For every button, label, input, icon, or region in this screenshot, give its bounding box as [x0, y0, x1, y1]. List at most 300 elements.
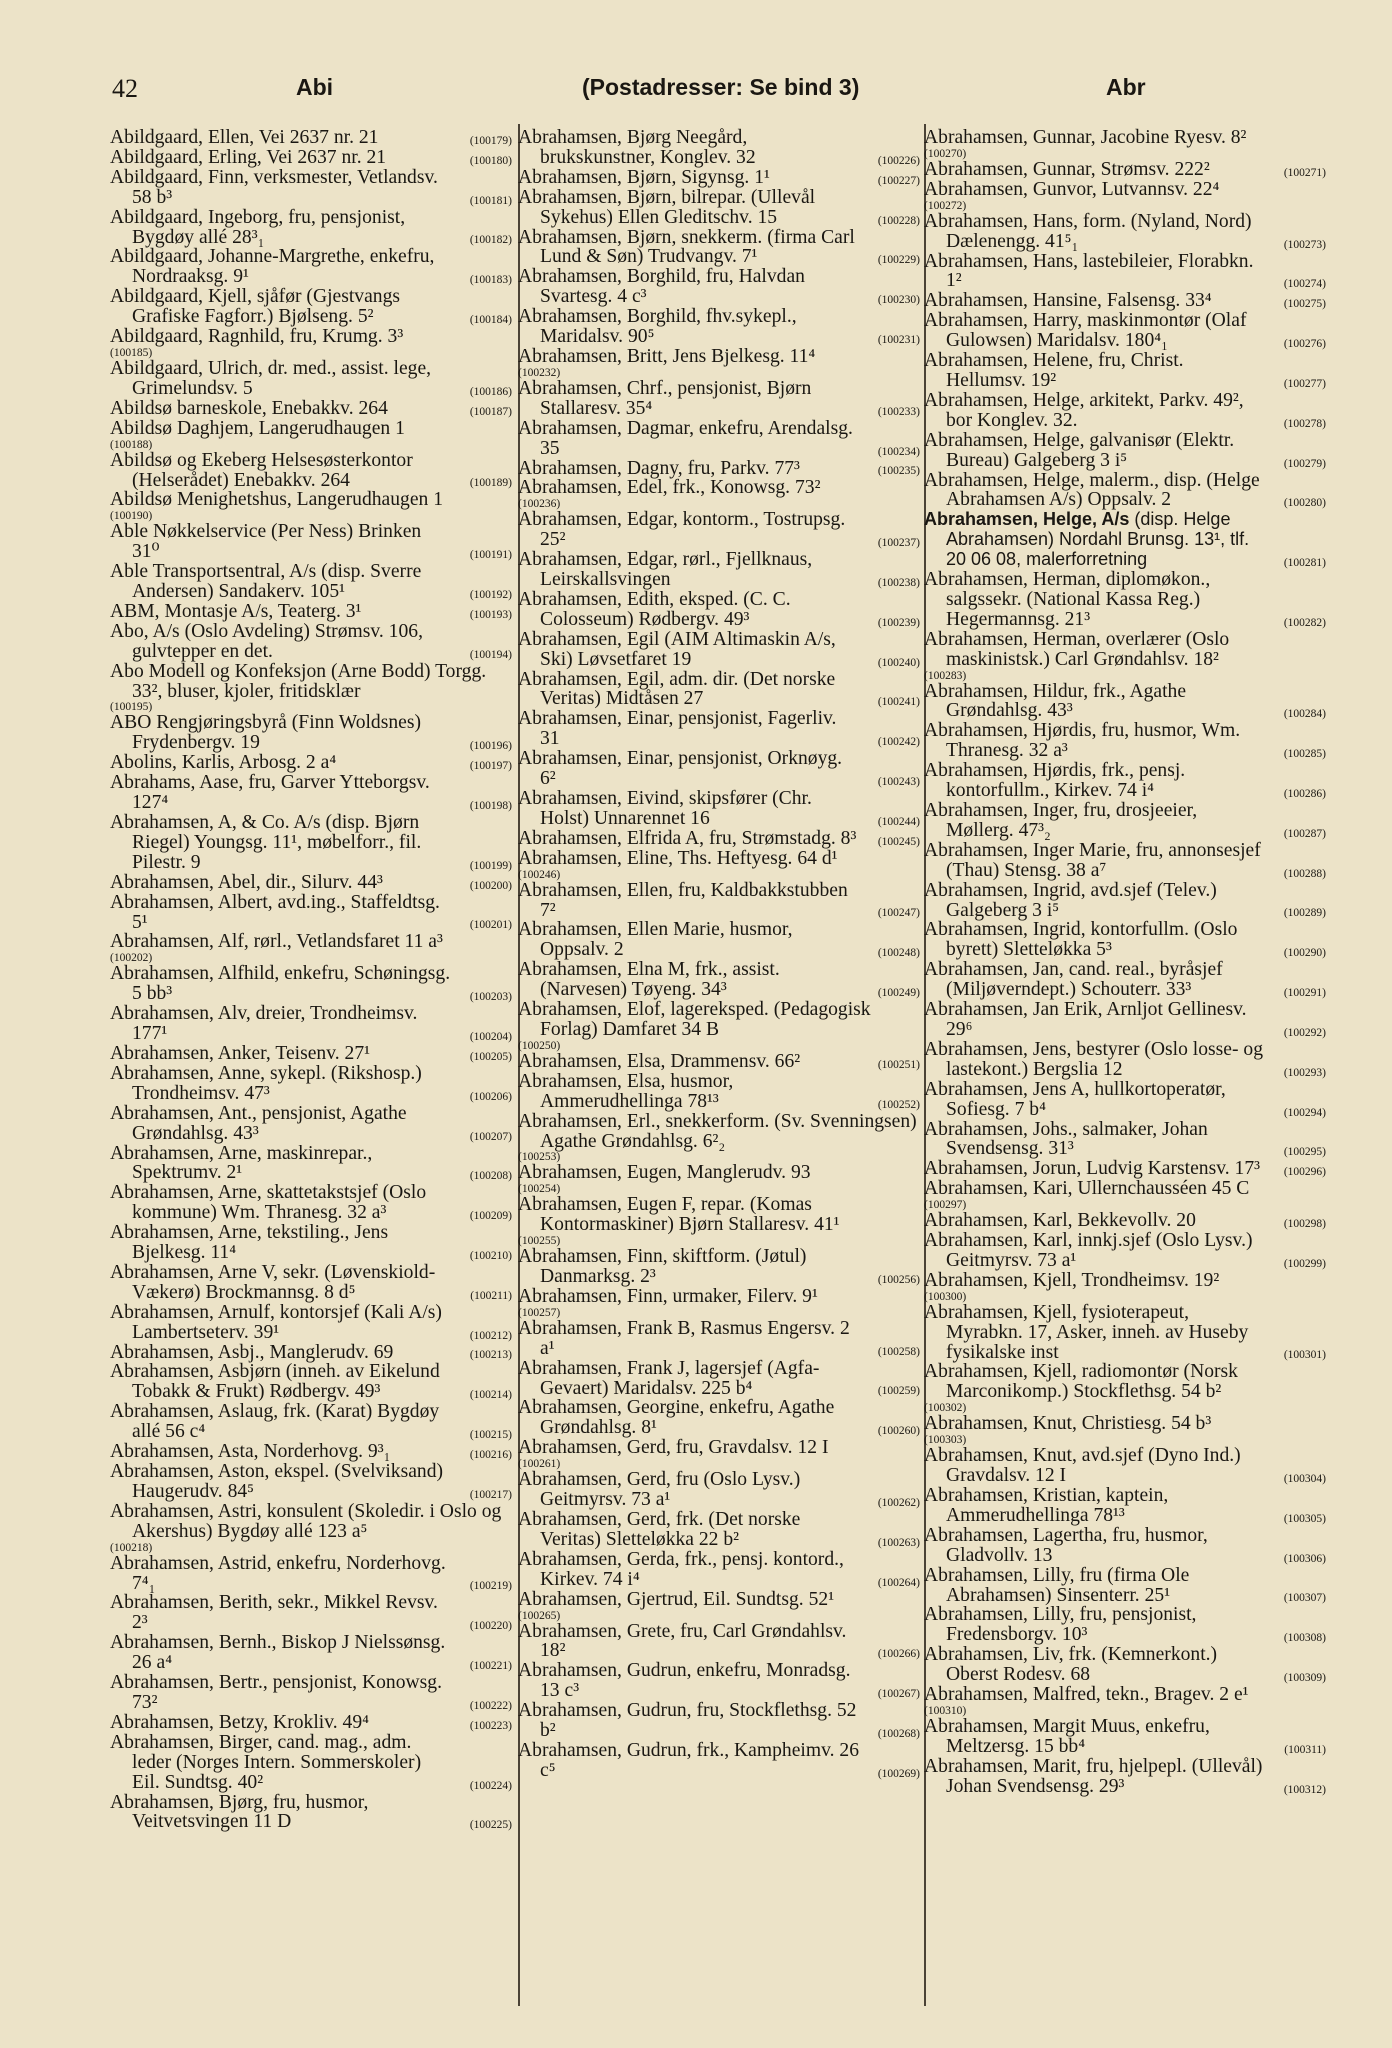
entry-number: (100198)	[469, 800, 512, 812]
entry-number: (100195)	[110, 701, 153, 714]
entry-number: (100293)	[1283, 1066, 1326, 1079]
entry-number: (100221)	[469, 1660, 512, 1673]
directory-entry	[924, 1414, 1326, 1446]
entry-text: Abrahamsen, Arne, skattetakstsjef (Oslo kommune) Wm. Thranesg. 32 a³	[110, 1182, 427, 1224]
entry-number: (100261)	[518, 1458, 561, 1471]
directory-entry	[924, 1271, 1326, 1303]
entry-text: Abrahamsen, Ingrid, kontorfullm. (Oslo byrett) Sletteløkka 5³	[924, 919, 1238, 961]
entry-text: Abrahamsen, Alf, rørl., Vetlandsfaret 11 a³ (100202)	[110, 932, 512, 964]
directory-entry	[924, 471, 1326, 511]
directory-entry	[924, 1179, 1326, 1211]
directory-entry	[110, 1462, 512, 1502]
entry-number: (100227)	[877, 174, 920, 187]
entry-text: Abrahamsen, Borghild, fhv.sykepl., Maridalsv. 90⁵	[518, 306, 797, 348]
entry-text: Abo, A/s (Oslo Avdeling) Strømsv. 106, gulvtepper en det.	[110, 620, 423, 662]
directory-entry	[924, 721, 1326, 761]
directory-entry	[518, 709, 920, 749]
entry-number: (100281)	[1283, 557, 1326, 570]
entry-text: Abrahamsen, Malfred, tekn., Bragev. 2 e¹ (100310)	[924, 1685, 1326, 1717]
entry-text: Abrahamsen, Gerd, fru (Oslo Lysv.) Geitmyrsv. 73 a¹	[518, 1469, 801, 1511]
entry-number: (100233)	[877, 405, 920, 418]
directory-entry	[518, 1287, 920, 1319]
entry-text: ABO Rengjøringsbyrå (Finn Woldsnes) Frydenbergv. 19	[110, 712, 422, 754]
entry-text: Abildgaard, Ellen, Vei 2637 nr. 21	[110, 127, 379, 148]
entry-text: Abrahamsen, Edith, eksped. (C. C. Colosseum) Rødbergv. 49³	[518, 588, 791, 630]
entry-text: Abrahamsen, Alv, dreier, Trondheimsv. 177¹	[110, 1003, 418, 1045]
entry-number: (100182)	[469, 234, 512, 247]
page-number: 42	[112, 74, 138, 103]
directory-entry	[518, 1470, 920, 1510]
directory-column-3	[924, 128, 1326, 1797]
directory-entry	[518, 1195, 920, 1247]
entry-number: (100267)	[877, 1688, 920, 1701]
entry-text: Abrahamsen, Gunnar, Jacobine Ryesv. 8² (100270)	[924, 128, 1326, 160]
directory-entry	[518, 307, 920, 347]
entry-number: (100249)	[877, 987, 920, 1000]
entry-text: Abrahamsen, Gudrun, enkefru, Monradsg. 13 c³	[518, 1660, 851, 1702]
directory-entry	[924, 212, 1326, 252]
directory-entry	[518, 1163, 920, 1195]
directory-entry	[924, 160, 1326, 180]
entry-text: Abrahamsen, Harry, maskinmontør (Olaf Gulowsen) Maridalsv. 180⁴₁	[924, 310, 1247, 352]
entry-text: Abrahamsen, Margit Muus, enkefru, Meltzersg. 15 bb⁴	[924, 1715, 1210, 1757]
entry-number: (100226)	[877, 154, 920, 167]
entry-number: (100180)	[469, 154, 512, 167]
entry-text: Abrahamsen, Lagertha, fru, husmor, Gladvollv. 13	[924, 1524, 1208, 1566]
entry-number: (100206)	[469, 1090, 512, 1103]
entry-number: (100190)	[110, 510, 153, 523]
running-head-center: (Postadresser: Se bind 3)	[582, 74, 860, 100]
entry-text: Abrahamsen, Ellen, fru, Kaldbakkstubben 7²	[518, 879, 848, 921]
directory-entry	[110, 622, 512, 662]
directory-entry	[110, 662, 512, 714]
directory-entry	[924, 1566, 1326, 1606]
directory-entry	[924, 881, 1326, 921]
entry-text: Abrahamsen, Kjell, Trondheimsv. 19² (100300)	[924, 1271, 1326, 1303]
directory-entry	[924, 682, 1326, 722]
directory-entry	[924, 1446, 1326, 1486]
directory-entry	[518, 789, 920, 829]
directory-entry	[518, 347, 920, 379]
entry-text: Able Nøkkelservice (Per Ness) Brinken 31⁰	[110, 521, 422, 563]
entry-text: Abrahamsen, Karl, innkj.sjef (Oslo Lysv.) Geitmyrsv. 73 a¹	[924, 1230, 1253, 1271]
entry-number: (100260)	[877, 1425, 920, 1438]
entry-number: (100246)	[518, 868, 561, 881]
entry-text: Abrahamsen, Anne, sykepl. (Rikshosp.) Trondheimsv. 47³	[110, 1062, 422, 1104]
directory-entry	[110, 813, 512, 873]
entry-text: Abrahamsen, Lilly, fru (firma Ole Abrahamsen) Sinsenterr. 25¹	[924, 1564, 1190, 1606]
directory-entry	[924, 801, 1326, 841]
entry-text: Abrahamsen, Grete, fru, Carl Grøndahlsv. 18²	[518, 1620, 847, 1662]
entry-number: (100295)	[1283, 1146, 1326, 1159]
entry-number: (100237)	[877, 537, 920, 550]
entry-text: Abrahamsen, Bernh., Biskop J Nielssønsg. 26 a⁴	[110, 1632, 446, 1674]
entry-number: (100215)	[469, 1429, 512, 1442]
directory-entry	[924, 960, 1326, 1000]
entry-text: Abrahamsen, Helge, galvanisør (Elektr. Bureau) Galgeberg 3 i⁵	[924, 429, 1235, 471]
directory-entry	[110, 1402, 512, 1442]
entry-text: Abrahamsen, Bertr., pensjonist, Konowsg. 73²	[110, 1672, 442, 1713]
entry-number: (100266)	[877, 1648, 920, 1661]
entry-text: Abrahamsen, Albert, avd.ing., Staffeldtsg. 5¹	[110, 891, 440, 933]
directory-entry	[110, 1144, 512, 1184]
directory-entry	[110, 713, 512, 753]
directory-entry	[110, 1593, 512, 1633]
directory-entry	[518, 849, 920, 881]
entry-text: Abrahamsen, Hans, lastebileier, Florabkn. 1²	[924, 250, 1254, 292]
entry-text: Abrahamsen, Gerda, frk., pensj. kontord., Kirkev. 74 i⁴	[518, 1548, 844, 1590]
directory-entry	[924, 1645, 1326, 1685]
entry-text: Abrahamsen, Einar, pensjonist, Fagerliv. 31	[518, 708, 837, 750]
entry-number: (100220)	[469, 1620, 512, 1633]
entry-number: (100288)	[1283, 867, 1326, 880]
entry-number: (100241)	[877, 696, 920, 709]
directory-entry	[924, 291, 1326, 311]
directory-entry	[110, 873, 512, 893]
directory-entry	[518, 670, 920, 710]
entry-number: (100278)	[1283, 417, 1326, 430]
entry-number: (100223)	[469, 1719, 512, 1732]
entry-text: Abrahamsen, Elsa, husmor, Ammerudhellinga 78¹³	[518, 1070, 734, 1112]
directory-entry	[518, 881, 920, 921]
entry-number: (100274)	[1283, 278, 1326, 291]
entry-number: (100265)	[518, 1609, 561, 1622]
entry-text: Abrahamsen, Erl., snekkerform. (Sv. Svenningsen) Agathe Grøndahlsg. 6²₂ (100253)	[518, 1112, 920, 1164]
entry-text: Abildsø Daghjem, Langerudhaugen 1 (100188)	[110, 419, 512, 451]
entry-text: Able Transportsentral, A/s (disp. Sverre Andersen) Sandakerv. 105¹	[110, 561, 422, 603]
directory-entry	[518, 749, 920, 789]
directory-entry	[924, 570, 1326, 630]
entry-text: Abildgaard, Kjell, sjåfør (Gjestvangs Grafiske Fagforr.) Bjølseng. 5²	[110, 286, 401, 328]
entry-number: (100217)	[469, 1488, 512, 1501]
directory-entry	[518, 419, 920, 459]
directory-entry	[110, 1064, 512, 1104]
entry-number: (100225)	[469, 1819, 512, 1832]
entry-text: Abrahamsen, Egil, adm. dir. (Det norske Veritas) Midtåsen 27	[518, 668, 836, 710]
running-head-right: Abr	[1106, 74, 1146, 100]
entry-text: Abrahamsen, Edgar, kontorm., Tostrupsg. 25²	[518, 509, 846, 551]
directory-entry	[110, 1502, 512, 1554]
entry-number: (100200)	[469, 879, 512, 892]
directory-entry	[110, 419, 512, 451]
entry-text: Abildgaard, Finn, verksmester, Vetlandsv. 58 b³	[110, 166, 438, 208]
entry-number: (100308)	[1283, 1632, 1326, 1645]
entry-number: (100189)	[469, 477, 512, 490]
entry-number: (100191)	[469, 549, 512, 562]
directory-entry	[110, 359, 512, 399]
entry-text: Abrahamsen, Inger Marie, fru, annonsesjef (Thau) Stensg. 38 a⁷	[924, 839, 1261, 881]
entry-text: Abrahamsen, Arne V, sekr. (Løvenskiold-Vækerø) Brockmannsg. 8 d⁵	[110, 1261, 436, 1303]
entry-number: (100273)	[1283, 238, 1326, 251]
entry-text: Abrahamsen, Hans, form. (Nyland, Nord) Dælenengg. 41⁵₁	[924, 210, 1252, 252]
directory-entry	[110, 451, 512, 491]
entry-text: Abrahamsen, Abel, dir., Silurv. 44³	[110, 871, 383, 893]
entry-text: Abrahamsen, Chrf., pensjonist, Bjørn Stallaresv. 35⁴	[518, 377, 812, 419]
entry-number: (100307)	[1283, 1592, 1326, 1605]
entry-number: (100243)	[877, 776, 920, 788]
entry-number: (100254)	[518, 1183, 561, 1196]
directory-entry	[110, 1713, 512, 1733]
directory-entry	[518, 550, 920, 590]
entry-number: (100183)	[469, 274, 512, 287]
entry-number: (100284)	[1283, 708, 1326, 721]
directory-entry	[924, 1211, 1326, 1231]
entry-text: Abrahamsen, Finn, urmaker, Filerv. 9¹ (100257)	[518, 1287, 920, 1319]
entry-text: Abrahamsen, Helene, fru, Christ. Hellumsv. 19²	[924, 350, 1184, 391]
entry-number: (100300)	[924, 1290, 967, 1303]
entry-number: (100302)	[924, 1402, 967, 1415]
directory-entry	[924, 311, 1326, 351]
directory-entry	[110, 399, 512, 419]
entry-number: (100204)	[469, 1030, 512, 1043]
entry-number: (100297)	[924, 1199, 967, 1212]
entry-text: Abrahamsen, Arne, tekstiling., Jens Bjelkesg. 11⁴	[110, 1222, 389, 1264]
entry-number: (100202)	[110, 952, 153, 965]
directory-entry	[110, 1303, 512, 1343]
entry-text: Abrahamsen, Georgine, enkefru, Agathe Grøndahlsg. 8¹	[518, 1397, 835, 1439]
entry-number: (100312)	[1283, 1783, 1326, 1796]
directory-entry	[518, 1247, 920, 1287]
directory-entry	[924, 351, 1326, 391]
directory-entry	[518, 188, 920, 228]
entry-text: Abrahamsen, Knut, avd.sjef (Dyno Ind.) Gravdalsv. 12 I	[924, 1445, 1241, 1487]
entry-text: Abrahamsen, Karl, Bekkevollv. 20	[924, 1210, 1196, 1232]
entry-text: Abrahamsen, Bjørn, bilrepar. (Ullevål Sykehus) Ellen Gleditschv. 15	[518, 186, 816, 228]
entry-number: (100256)	[877, 1273, 920, 1286]
directory-entry	[110, 522, 512, 562]
entry-number: (100201)	[469, 919, 512, 932]
entry-number: (100205)	[469, 1050, 512, 1063]
entry-text: Abrahamsen, Kjell, fysioterapeut, Myrabkn. 17, Asker, inneh. av Huseby fysikalske inst	[924, 1301, 1249, 1363]
entry-text: Abrahamsen, Bjørg, fru, husmor, Veitvetsvingen 11 D	[110, 1791, 369, 1833]
directory-entry	[924, 391, 1326, 431]
directory-entry	[924, 630, 1326, 682]
entry-text: Abrahamsen, Jan, cand. real., byråsjef (Miljøverndept.) Schouterr. 33³	[924, 959, 1223, 1001]
directory-entry	[110, 1733, 512, 1793]
entry-text: Abrahamsen, Gunnar, Strømsv. 222²	[924, 158, 1210, 180]
entry-number: (100276)	[1283, 338, 1326, 351]
directory-entry	[110, 893, 512, 933]
entry-text: Abrahamsen, Edgar, rørl., Fjellknaus, Leirskallsvingen	[518, 549, 813, 591]
entry-number: (100304)	[1283, 1473, 1326, 1485]
entry-number: (100292)	[1283, 1026, 1326, 1039]
entry-number: (100219)	[469, 1580, 512, 1593]
directory-entry	[518, 1590, 920, 1622]
entry-number: (100231)	[877, 333, 920, 346]
entry-text: Abrahamsen, Helge, A/s (disp. Helge Abrahamsen) Nordahl Brunsg. 13¹, tlf. 20 06 08, malerforretning	[924, 509, 1250, 570]
entry-text: Abrahamsen, Elsa, Drammensv. 66²	[518, 1050, 801, 1072]
entry-text: Abrahamsen, Einar, pensjonist, Orknøyg. 6²	[518, 748, 843, 790]
entry-text: Abrahamsen, Arne, maskinrepar., Spektrumv. 2¹	[110, 1142, 373, 1184]
entry-text: Abrahamsen, Birger, cand. mag., adm. leder (Norges Intern. Sommerskoler) Eil. Sundtsg. 40²	[110, 1731, 422, 1793]
entry-number: (100258)	[877, 1345, 920, 1358]
directory-entry	[518, 630, 920, 670]
entry-number: (100203)	[469, 991, 512, 1004]
entry-number: (100247)	[877, 907, 920, 920]
directory-entry	[924, 510, 1326, 570]
entry-text: Abrahamsen, Hildur, frk., Agathe Grøndahlsg. 43³	[924, 680, 1187, 722]
directory-entry	[518, 128, 920, 168]
entry-number: (100229)	[877, 254, 920, 267]
entry-text: Abrahamsen, Britt, Jens Bjelkesg. 11⁴ (100232)	[518, 347, 920, 379]
entry-number: (100186)	[469, 385, 512, 398]
entry-text: Abrahamsen, Gudrun, fru, Stockflethsg. 52 b²	[518, 1700, 857, 1742]
entry-number: (100239)	[877, 616, 920, 629]
directory-entry	[518, 1000, 920, 1052]
entry-text: Abrahamsen, Dagmar, enkefru, Arendalsg. 35	[518, 417, 853, 459]
entry-number: (100286)	[1283, 788, 1326, 800]
entry-number: (100277)	[1283, 377, 1326, 390]
directory-entry	[110, 1633, 512, 1673]
directory-entry	[924, 128, 1326, 160]
directory-entry	[518, 1661, 920, 1701]
entry-number: (100263)	[877, 1536, 920, 1549]
directory-entry	[924, 761, 1326, 801]
entry-number: (100235)	[877, 465, 920, 478]
directory-entry	[110, 247, 512, 287]
directory-entry	[110, 1343, 512, 1363]
entry-number: (100244)	[877, 815, 920, 828]
entry-number: (100264)	[877, 1576, 920, 1589]
directory-entry	[924, 1486, 1326, 1526]
entry-text: Abrahamsen, Arnulf, kontorsjef (Kali A/s) Lambertseterv. 39¹	[110, 1301, 442, 1343]
entry-text: Abrahamsen, Betzy, Krokliv. 49⁴	[110, 1711, 369, 1733]
entry-number: (100298)	[1283, 1218, 1326, 1231]
entry-number: (100269)	[877, 1767, 920, 1780]
entry-number: (100291)	[1283, 987, 1326, 1000]
entry-text: Abrahamsen, Borghild, fru, Halvdan Svartesg. 4 c³	[518, 266, 805, 308]
entry-number: (100216)	[469, 1449, 512, 1461]
entry-number: (100209)	[469, 1210, 512, 1223]
entry-number: (100218)	[110, 1541, 153, 1554]
entry-text: Abrahamsen, Jens A, hullkortoperatør, Sofiesg. 7 b⁴	[924, 1078, 1226, 1120]
directory-entry	[110, 964, 512, 1004]
entry-number: (100230)	[877, 294, 920, 307]
entry-text: Abildgaard, Johanne-Margrethe, enkefru, Nordraaksg. 9¹	[110, 246, 435, 288]
directory-entry	[518, 1359, 920, 1399]
entry-text: Abrahamsen, Eivind, skipsfører (Chr. Holst) Unnarennet 16	[518, 788, 812, 829]
entry-text: Abrahamsen, Ant., pensjonist, Agathe Grøndahlsg. 43³	[110, 1102, 407, 1144]
entry-number: (100259)	[877, 1385, 920, 1398]
entry-number: (100282)	[1283, 616, 1326, 629]
directory-entry	[110, 1793, 512, 1833]
entry-text: Abrahamsen, Kjell, radiomontør (Norsk Marconikomp.) Stockflethsg. 54 b² (100302)	[924, 1362, 1326, 1414]
entry-number: (100268)	[877, 1727, 920, 1740]
entry-text: Abrahamsen, A, & Co. A/s (disp. Bjørn Riegel) Youngsg. 11¹, møbelforr., fil. Pilestr. 9	[110, 812, 422, 873]
entry-text: Abrahamsen, Berith, sekr., Mikkel Revsv. 2³	[110, 1592, 438, 1634]
entry-number: (100252)	[877, 1098, 920, 1111]
entry-text: Abrahamsen, Kristian, kaptein, Ammerudhellinga 78¹³	[924, 1485, 1169, 1526]
directory-column-1	[110, 128, 512, 1832]
entry-text: Abrahamsen, Jens, bestyrer (Oslo losse- og lastekont.) Bergslia 12	[924, 1038, 1264, 1080]
directory-entry	[518, 1112, 920, 1164]
directory-entry	[110, 1554, 512, 1594]
directory-entry	[110, 490, 512, 522]
entry-text: Abrahamsen, Anker, Teisenv. 27¹	[110, 1042, 371, 1064]
entry-text: Abrahamsen, Helge, malerm., disp. (Helge Abrahamsen A/s) Oppsalv. 2	[924, 469, 1260, 511]
directory-entry	[110, 1183, 512, 1223]
directory-entry	[110, 562, 512, 602]
entry-number: (100305)	[1283, 1512, 1326, 1525]
entry-text: Abrahamsen, Gerd, frk. (Det norske Veritas) Sletteløkka 22 b²	[518, 1509, 801, 1550]
entry-text: Abrahamsen, Egil (AIM Altimaskin A/s, Ski) Løvsetfaret 19	[518, 628, 836, 670]
directory-entry	[924, 431, 1326, 471]
entry-text: Abrahamsen, Lilly, fru, pensjonist, Fredensborgv. 10³	[924, 1604, 1197, 1646]
entry-number: (100199)	[469, 859, 512, 872]
entry-number: (100275)	[1283, 298, 1326, 311]
directory-entry	[110, 1044, 512, 1064]
directory-entry	[110, 773, 512, 813]
entry-text: Abrahamsen, Astri, konsulent (Skoledir. i Oslo og Akershus) Bygdøy allé 123 a⁵ (100218)	[110, 1502, 512, 1554]
directory-entry	[518, 920, 920, 960]
directory-entry	[518, 459, 920, 479]
entry-text: Abrahamsen, Dagny, fru, Parkv. 77³	[518, 457, 800, 479]
entry-number: (100181)	[469, 194, 512, 207]
directory-entry	[518, 1398, 920, 1438]
entry-number: (100213)	[469, 1349, 512, 1362]
directory-entry	[924, 1685, 1326, 1717]
entry-text: Abrahamsen, Hansine, Falsensg. 33⁴	[924, 290, 1212, 312]
entry-number: (100194)	[469, 648, 512, 661]
entry-text: Abildsø barneskole, Enebakkv. 264	[110, 397, 388, 419]
entry-number: (100228)	[877, 214, 920, 227]
entry-number: (100184)	[469, 314, 512, 327]
entry-text: Abrahamsen, Kari, Ullernchausséen 45 C (100297)	[924, 1179, 1326, 1211]
directory-entry	[110, 1263, 512, 1303]
entry-number: (100222)	[469, 1699, 512, 1712]
entry-text: Abildgaard, Ingeborg, fru, pensjonist, Bygdøy allé 28³₁	[110, 206, 406, 248]
entry-number: (100245)	[877, 835, 920, 848]
directory-entry	[110, 327, 512, 359]
entry-number: (100211)	[470, 1289, 512, 1302]
entry-text: Abrahamsen, Frank J, lagersjef (Agfa-Gevaert) Maridalsv. 225 b⁴	[518, 1357, 820, 1399]
directory-entry	[110, 1104, 512, 1144]
entry-text: Abrahams, Aase, fru, Garver Ytteborgsv. 127⁴	[110, 772, 430, 814]
directory-entry	[924, 252, 1326, 292]
directory-entry	[924, 1757, 1326, 1797]
directory-entry	[924, 1000, 1326, 1040]
directory-entry	[518, 379, 920, 419]
directory-entry	[518, 590, 920, 630]
entry-text: Abrahamsen, Hjørdis, fru, husmor, Wm. Thranesg. 32 a³	[924, 720, 1241, 762]
running-head-left: Abi	[296, 74, 334, 100]
entry-number: (100309)	[1283, 1672, 1326, 1685]
entry-text: Abrahamsen, Elfrida A, fru, Strømstadg. 8³	[518, 827, 857, 849]
entry-text: Abrahamsen, Edel, frk., Konowsg. 73² (100236)	[518, 478, 920, 510]
directory-entry	[924, 1080, 1326, 1120]
directory-entry	[518, 1319, 920, 1359]
entry-text: Abrahamsen, Inger, fru, drosjeeier, Møllerg. 47³₂	[924, 800, 1198, 841]
directory-entry	[924, 1717, 1326, 1757]
directory-entry	[110, 602, 512, 622]
entry-text: Abrahamsen, Marit, fru, hjelpepl. (Ullevål) Johan Svendsensg. 29³	[924, 1755, 1263, 1797]
directory-entry	[924, 1605, 1326, 1645]
directory-entry	[518, 267, 920, 307]
directory-entry	[518, 1052, 920, 1072]
entry-text: Abildgaard, Ulrich, dr. med., assist. lege, Grimelundsv. 5	[110, 357, 432, 399]
entry-number: (100179)	[469, 134, 512, 147]
directory-entry	[924, 1231, 1326, 1271]
entry-number: (100192)	[469, 588, 512, 601]
entry-number: (100210)	[469, 1249, 512, 1262]
entry-text: ABM, Montasje A/s, Teaterg. 3¹	[110, 600, 362, 622]
directory-entry	[110, 128, 512, 148]
entry-number: (100188)	[110, 438, 153, 451]
entry-text: Abrahamsen, Liv, frk. (Kemnerkont.) Oberst Rodesv. 68	[924, 1644, 1218, 1686]
entry-number: (100310)	[924, 1704, 967, 1717]
entry-text: Abrahamsen, Bjørg Neegård, brukskunstner, Konglev. 32	[518, 127, 756, 168]
entry-number: (100196)	[469, 740, 512, 753]
